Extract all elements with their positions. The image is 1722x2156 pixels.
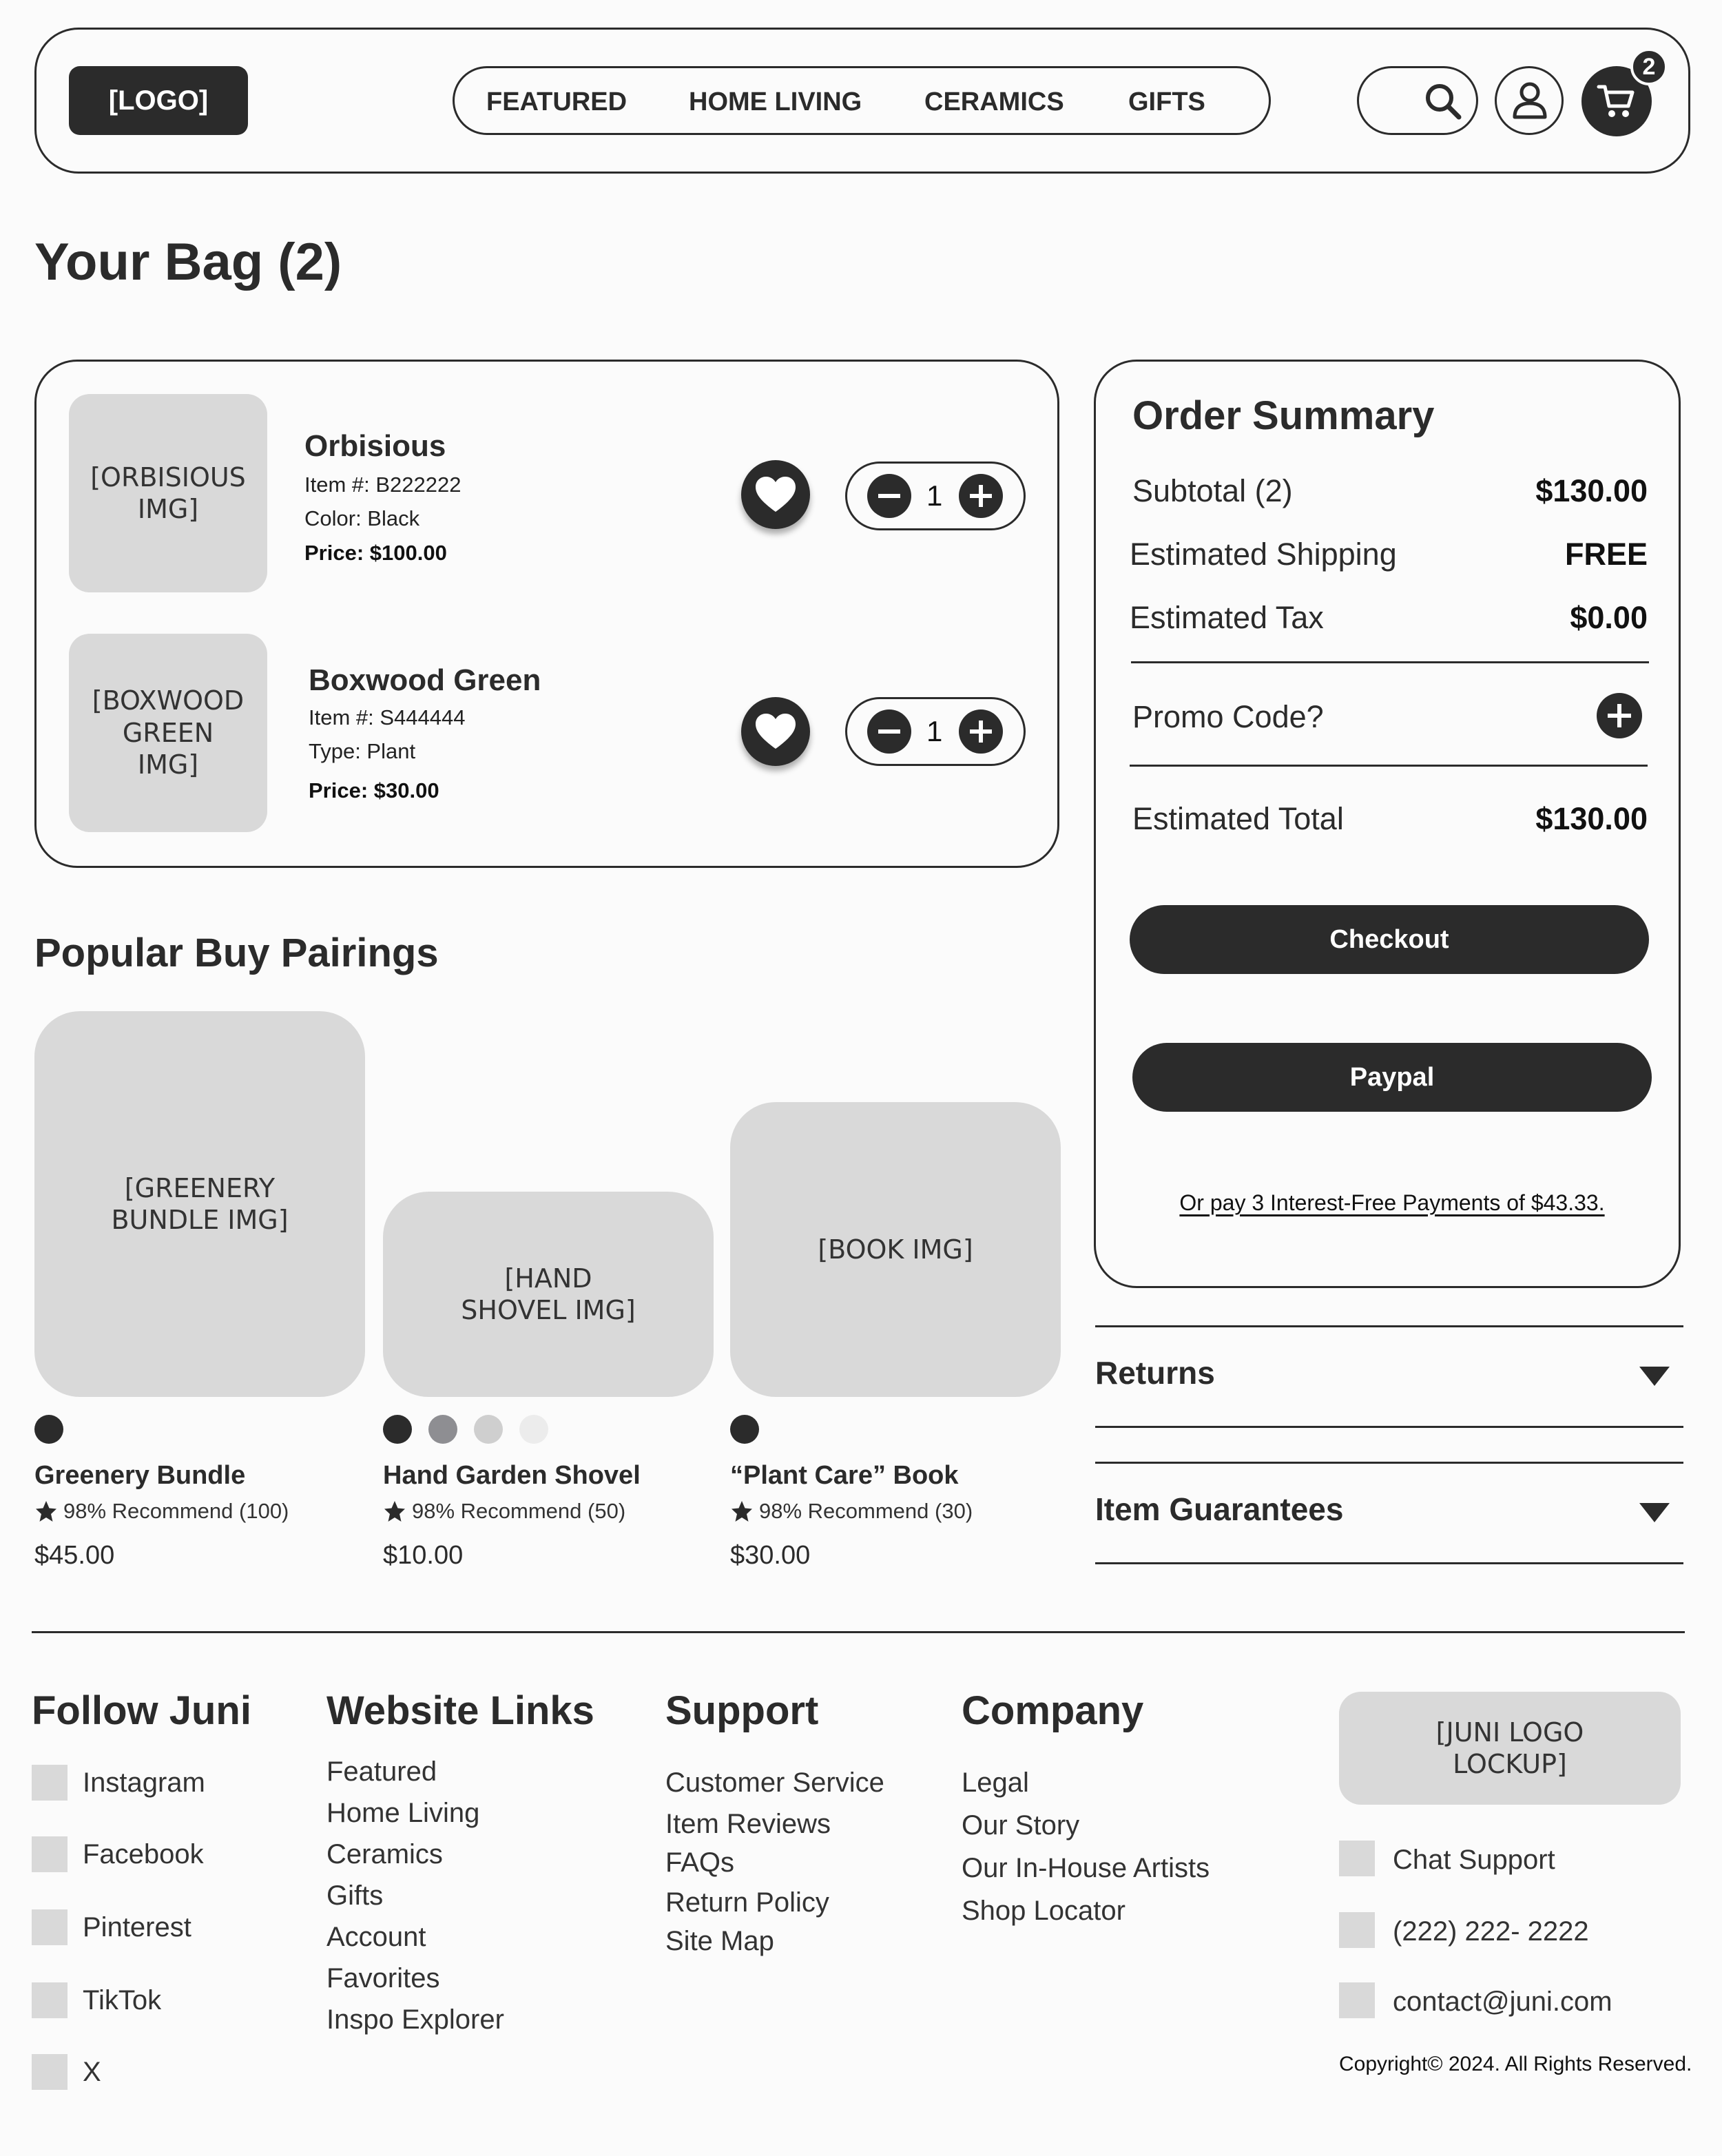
- email-link[interactable]: contact@juni.com: [1393, 1987, 1612, 2017]
- chevron-down-icon[interactable]: [1638, 1365, 1671, 1387]
- returns-accordion[interactable]: Returns: [1095, 1355, 1215, 1391]
- plus-icon: [1605, 701, 1634, 730]
- footer-link-tiktok[interactable]: TikTok: [83, 1985, 162, 2015]
- footer-link-ceramics[interactable]: Ceramics: [326, 1839, 443, 1869]
- chat-icon[interactable]: [1339, 1841, 1375, 1876]
- footer-link-site-map[interactable]: Site Map: [665, 1926, 774, 1956]
- product-image-placeholder[interactable]: [BOOK IMG]: [730, 1102, 1061, 1397]
- color-swatch[interactable]: [519, 1415, 548, 1444]
- item-guarantees-accordion[interactable]: Item Guarantees: [1095, 1491, 1344, 1527]
- pinterest-icon[interactable]: [32, 1909, 68, 1945]
- bag-item-type: Type: Plant: [309, 739, 416, 763]
- footer-follow-title: Follow Juni: [32, 1688, 251, 1733]
- product-rating: [383, 1498, 625, 1524]
- product-price: $10.00: [383, 1541, 464, 1570]
- footer-link-facebook[interactable]: Facebook: [83, 1839, 204, 1869]
- color-swatch[interactable]: [383, 1415, 412, 1444]
- nav-featured[interactable]: FEATURED: [486, 87, 627, 116]
- product-image-placeholder[interactable]: [HAND SHOVEL IMG]: [383, 1192, 714, 1397]
- product-price: $30.00: [730, 1541, 811, 1570]
- footer-link-gifts[interactable]: Gifts: [326, 1880, 384, 1911]
- rating-text: 98% Recommend (100): [63, 1499, 289, 1523]
- footer-link-instagram[interactable]: Instagram: [83, 1768, 205, 1798]
- divider: [1095, 1325, 1683, 1327]
- footer-link-return-policy[interactable]: Return Policy: [665, 1887, 829, 1918]
- quantity-value: 1: [926, 715, 943, 747]
- estimated-total-label: Estimated Total: [1132, 801, 1344, 836]
- product-name[interactable]: “Plant Care” Book: [730, 1461, 959, 1490]
- divider: [1095, 1562, 1683, 1564]
- shipping-label: Estimated Shipping: [1130, 537, 1397, 572]
- cart-count-badge: 2: [1630, 48, 1668, 85]
- promo-code-label[interactable]: Promo Code?: [1132, 699, 1324, 734]
- site-logo[interactable]: [LOGO]: [69, 66, 248, 135]
- product-price: $45.00: [34, 1541, 115, 1570]
- account-button[interactable]: [1495, 66, 1564, 135]
- email-icon[interactable]: [1339, 1982, 1375, 2018]
- nav-ceramics[interactable]: CERAMICS: [924, 87, 1064, 116]
- footer-link-in-house-artists[interactable]: Our In-House Artists: [962, 1853, 1210, 1883]
- user-icon: [1510, 80, 1550, 121]
- section-title: Popular Buy Pairings: [34, 931, 439, 975]
- footer-website-title: Website Links: [326, 1688, 594, 1733]
- subtotal-value: $130.00: [1535, 473, 1648, 508]
- shipping-value: FREE: [1564, 537, 1648, 572]
- minus-icon: [875, 482, 903, 510]
- footer-divider: [32, 1631, 1685, 1633]
- bag-item-number: Item #: B222222: [304, 473, 461, 497]
- nav-gifts[interactable]: GIFTS: [1128, 87, 1205, 116]
- footer-link-inspo-explorer[interactable]: Inspo Explorer: [326, 2004, 504, 2035]
- chat-support-link[interactable]: Chat Support: [1393, 1845, 1555, 1875]
- rating-text: 98% Recommend (50): [412, 1499, 626, 1523]
- paypal-button[interactable]: Paypal: [1132, 1043, 1652, 1112]
- phone-link[interactable]: (222) 222- 2222: [1393, 1916, 1589, 1947]
- footer-link-item-reviews[interactable]: Item Reviews: [665, 1809, 831, 1839]
- product-rating: [34, 1498, 289, 1524]
- minus-icon: [875, 718, 903, 745]
- decrease-quantity-button[interactable]: [867, 709, 911, 754]
- chevron-down-icon[interactable]: [1638, 1502, 1671, 1524]
- footer-link-favorites[interactable]: Favorites: [326, 1963, 440, 1993]
- quantity-value: 1: [926, 479, 943, 512]
- heart-icon: [754, 712, 798, 752]
- color-swatch[interactable]: [474, 1415, 503, 1444]
- decrease-quantity-button[interactable]: [867, 474, 911, 518]
- rating-text: 98% Recommend (30): [759, 1499, 973, 1523]
- bag-item-price: Price: $100.00: [304, 541, 447, 565]
- bag-item-price: Price: $30.00: [309, 778, 439, 802]
- installments-link[interactable]: Or pay 3 Interest-Free Payments of $43.33.: [1179, 1190, 1605, 1215]
- copyright-text: Copyright© 2024. All Rights Reserved.: [1339, 2053, 1692, 2075]
- phone-icon[interactable]: [1339, 1912, 1375, 1948]
- product-image-placeholder[interactable]: [GREENERY BUNDLE IMG]: [34, 1011, 365, 1397]
- order-summary-title: Order Summary: [1132, 393, 1435, 438]
- product-rating: [730, 1498, 973, 1524]
- page-title: Your Bag (2): [34, 233, 342, 291]
- nav-home-living[interactable]: HOME LIVING: [689, 87, 862, 116]
- bag-item-name[interactable]: Boxwood Green: [309, 663, 541, 697]
- plus-icon: [967, 718, 995, 745]
- product-image-placeholder: [ORBISIOUS IMG]: [69, 394, 267, 592]
- product-name[interactable]: Hand Garden Shovel: [383, 1461, 641, 1490]
- facebook-icon[interactable]: [32, 1836, 68, 1872]
- product-image-placeholder: [BOXWOOD GREEN IMG]: [69, 634, 267, 832]
- tax-label: Estimated Tax: [1130, 600, 1324, 635]
- cart-icon: [1597, 83, 1637, 120]
- increase-quantity-button[interactable]: [959, 709, 1003, 754]
- favorite-button[interactable]: [741, 460, 810, 529]
- x-icon[interactable]: [32, 2054, 68, 2090]
- footer-link-faqs[interactable]: FAQs: [665, 1847, 735, 1878]
- bag-item-color: Color: Black: [304, 506, 420, 530]
- product-name[interactable]: Greenery Bundle: [34, 1461, 246, 1490]
- logo-lockup-placeholder: [JUNI LOGO LOCKUP]: [1339, 1692, 1681, 1805]
- search-button[interactable]: [1357, 66, 1478, 135]
- divider: [1095, 1426, 1683, 1428]
- footer-support-title: Support: [665, 1688, 819, 1733]
- add-promo-code-button[interactable]: [1597, 693, 1642, 738]
- footer-link-account[interactable]: Account: [326, 1922, 426, 1952]
- favorite-button[interactable]: [741, 697, 810, 766]
- footer-link-featured[interactable]: Featured: [326, 1756, 437, 1787]
- divider: [1131, 661, 1649, 663]
- footer-link-pinterest[interactable]: Pinterest: [83, 1912, 191, 1942]
- instagram-icon[interactable]: [32, 1765, 68, 1801]
- footer-link-our-story[interactable]: Our Story: [962, 1810, 1080, 1841]
- bag-item-number: Item #: S444444: [309, 705, 466, 729]
- footer-link-home-living[interactable]: Home Living: [326, 1798, 480, 1828]
- color-swatch[interactable]: [428, 1415, 457, 1444]
- star-icon: [730, 1500, 754, 1523]
- divider: [1095, 1462, 1683, 1464]
- footer-link-legal[interactable]: Legal: [962, 1768, 1029, 1798]
- footer-company-title: Company: [962, 1688, 1144, 1733]
- footer-link-customer-service[interactable]: Customer Service: [665, 1768, 884, 1798]
- plus-icon: [967, 482, 995, 510]
- star-icon: [34, 1500, 58, 1523]
- bag-item-name[interactable]: Orbisious: [304, 429, 446, 463]
- tiktok-icon[interactable]: [32, 1982, 68, 2018]
- increase-quantity-button[interactable]: [959, 474, 1003, 518]
- heart-icon: [754, 475, 798, 515]
- search-icon: [1422, 81, 1464, 122]
- estimated-total-value: $130.00: [1535, 801, 1648, 836]
- footer-link-x[interactable]: X: [83, 2057, 101, 2087]
- divider: [1130, 765, 1648, 767]
- star-icon: [383, 1500, 406, 1523]
- subtotal-label: Subtotal (2): [1132, 473, 1293, 508]
- checkout-button[interactable]: Checkout: [1130, 905, 1649, 974]
- color-swatch[interactable]: [730, 1415, 759, 1444]
- color-swatch[interactable]: [34, 1415, 63, 1444]
- footer-link-shop-locator[interactable]: Shop Locator: [962, 1896, 1125, 1926]
- tax-value: $0.00: [1570, 600, 1648, 635]
